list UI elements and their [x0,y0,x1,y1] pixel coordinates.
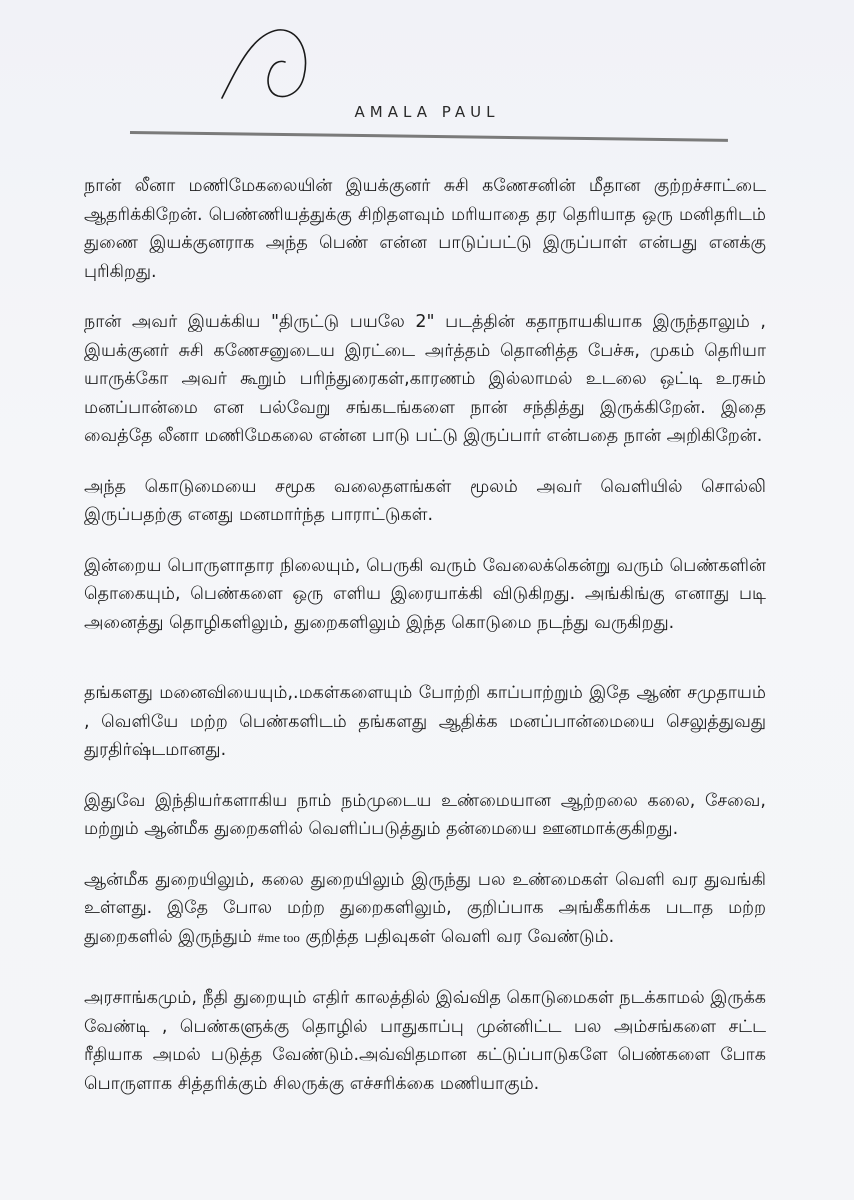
paragraph-8: அரசாங்கமும், நீதி துறையும் எதிர் காலத்தில் இவ்வித கொடுமைகள் நடக்காமல் இருக்க வேண்டி , பெண்களுக்கு தொழில் பாதுகாப்பு முன்னிட்ட பல அம்சங்களை சட்ட ரீதியாக அமல் படுத்த வேண்டும்.அவ்விதமான கட்டுப்பாடுகளே பெண்களை போக பொருளாக சித்தரிக்கும் சிலருக்கு எச்சரிக்கை மணியாகும். [84,988,766,1094]
paragraph-7-text-before: ஆன்மீக துறையிலும், கலை துறையிலும் இருந்து பல உண்மைகள் வெளி வர துவங்கி உள்ளது. இதே போல மற்ற துறைகளிலும், குறிப்பாக அங்கீகரிக்க படாத மற்ற துறைகளில் இருந்தும் [84,869,766,947]
paragraph-7 [84,866,766,953]
letter-body [84,172,766,1120]
paragraph-7-text-after: குறித்த பதிவுகள் வெளி வர வேண்டும். [299,926,615,947]
metoo-hashtag: #me too [257,929,300,945]
wave-spiral-logo-icon [218,26,318,106]
letterhead [0,0,854,160]
paragraph-1: நான் லீனா மணிமேகலையின் இயக்குனர் சுசி கணேசனின் மீதான குற்றச்சாட்டை ஆதரிக்கிறேன். பெண்ணியத்துக்கு சிறிதளவும் மரியாதை தர தெரியாத ஒரு மனிதரிடம் துணை இயக்குனராக அந்த பெண் என்ன பாடுப்பட்டு இருப்பாள் என்பது எனக்கு புரிகிறது. [84,176,766,282]
paragraph-5: தங்களது மனைவியையும்,.மகள்களையும் போற்றி காப்பாற்றும் இதே ஆண் சமுதாயம் , வெளியே மற்ற பெண்களிடம் தங்களது ஆதிக்க மனப்பான்மையை செலுத்துவது துரதிர்ஷ்டமானது. [84,683,766,760]
paragraph-3: அந்த கொடுமையை சமூக வலைதளங்கள் மூலம் அவர் வெளியில் சொல்லி இருப்பதற்கு எனது மனமார்ந்த பாராட்டுகள். [84,476,766,525]
letterhead-divider [130,131,728,142]
paragraph-2: நான் அவர் இயக்கிய "திருட்டு பயலே 2" படத்தின் கதாநாயகியாக இருந்தாலும் , இயக்குனர் சுசி கணேசனுடைய இரட்டை அர்த்தம் தொனித்த பேச்சு, முகம் தெரியா யாருக்கோ அவர் கூறும் பரிந்துரைகள்,காரணம் இல்லாமல் உடலை ஒட்டி உரசும் மனப்பான்மை என பல்வேறு சங்கடங்களை நான் சந்தித்து இருக்கிறேன். இதை வைத்தே லீனா மணிமேகலை என்ன பாடு பட்டு இருப்பார் என்பதை நான் அறிகிறேன். [84,312,766,446]
paragraph-4: இன்றைய பொருளாதார நிலையும், பெருகி வரும் வேலைக்கென்று வரும் பெண்களின் தொகையும், பெண்களை ஒரு எளிய இரையாக்கி விடுகிறது. அங்கிங்கு எனாது படி அனைத்து தொழிகளிலும், துறைகளிலும் இந்த கொடுமை நடந்து வருகிறது. [84,555,766,633]
brand-name: AMALA PAUL [354,103,500,121]
paragraph-6: இதுவே இந்தியர்களாகிய நாம் நம்முடைய உண்மையான ஆற்றலை கலை, சேவை, மற்றும் ஆன்மீக துறைகளில் வெளிப்படுத்தும் தன்மையை ஊனமாக்குகிறது. [84,790,766,839]
